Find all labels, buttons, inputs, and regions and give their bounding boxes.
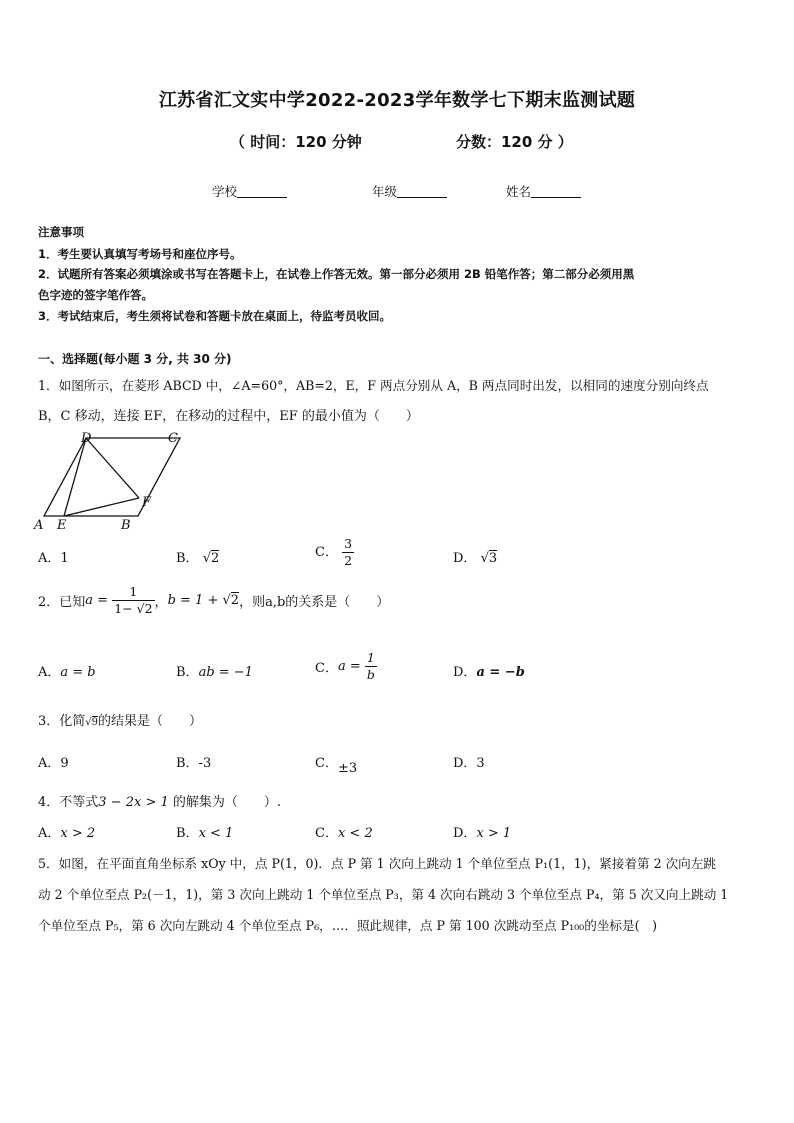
- label-A: A: [34, 518, 44, 532]
- q1-line1: 1．如图所示，在菱形 ABCD 中，∠A=60°，AB=2，E，F 两点分别从 A，B 两点同时出发，以相同的速度分别向终点: [38, 378, 709, 393]
- school-label: 学校: [212, 184, 238, 199]
- q2-prefix: 2．已知: [38, 595, 86, 610]
- name-blank: [531, 185, 581, 198]
- denominator: 2: [344, 553, 353, 568]
- label-B: B: [121, 518, 131, 532]
- q1-option-d-value: 3: [488, 551, 498, 566]
- q4-option-c: [315, 822, 373, 841]
- q3-option-a: A．9: [38, 756, 69, 771]
- option-expr: a = b: [60, 665, 96, 680]
- q2-stem: [38, 584, 389, 617]
- q1-option-c-label: C．: [315, 545, 338, 560]
- q2-option-b: [176, 661, 253, 680]
- note-item: 色字迹的签字笔作答。: [38, 288, 153, 302]
- grade-field: [372, 182, 447, 200]
- exam-score: 分数：120 分 ）: [456, 133, 573, 151]
- option-expr: x > 1: [476, 826, 512, 841]
- q2-option-c: [315, 650, 377, 683]
- exam-title: 江苏省汇文实中学2022-2023学年数学七下期末监测试题: [158, 90, 636, 111]
- exam-time: （ 时间：120 分钟: [230, 133, 362, 151]
- denominator-radicand: 2: [144, 601, 153, 616]
- note-item: 1．考生要认真填写考场号和座位序号。: [38, 247, 242, 261]
- numerator: 1: [365, 650, 377, 667]
- sqrt-symbol: √2: [222, 593, 240, 608]
- option-expr: x < 2: [337, 826, 373, 841]
- label-C: C: [168, 431, 178, 446]
- rhombus-figure: [30, 428, 190, 532]
- q4-option-b: [176, 822, 233, 841]
- q2-option-a: [38, 661, 96, 680]
- q1-option-c: [315, 536, 354, 569]
- q5-line1: 5．如图，在平面直角坐标系 xOy 中，点 P(1，0)．点 P 第 1 次向上跳动 1 个单位至点 P₁(1，1)，紧接着第 2 次向左跳: [38, 856, 716, 871]
- q2-b-expr: b = 1 +: [167, 593, 223, 608]
- q3-stem: [38, 710, 202, 729]
- q5-line3: 个单位至点 P₅，第 6 次向左跳动 4 个单位至点 P₆，…．照此规律，点 P 第 100 次跳动至点 P₁₀₀的坐标是( ): [38, 918, 658, 933]
- fraction: [342, 536, 354, 569]
- option-expr: x > 2: [60, 826, 96, 841]
- section-heading: 一、选择题(每小题 3 分, 共 30 分): [38, 352, 232, 366]
- option-label: B．: [176, 826, 199, 841]
- q2-b-radicand: 2: [230, 593, 240, 608]
- q3-prefix: 3．化简: [38, 714, 86, 729]
- q4-option-d: [453, 822, 511, 841]
- grade-blank: [397, 185, 447, 198]
- option-label: C．: [315, 661, 338, 676]
- sqrt-symbol: √3: [480, 551, 498, 566]
- q5-line2: 动 2 个单位至点 P₂(－1，1)，第 3 次向上跳动 1 个单位至点 P₃，第 4 次向右跳动 3 个单位至点 P₄，第 5 次又向上跳动 1: [38, 887, 729, 902]
- q3-suffix: 的结果是（ ）: [98, 714, 203, 729]
- label-D: D: [81, 431, 92, 446]
- q4-suffix: 的解集为（ ）.: [168, 795, 282, 810]
- q2-eq: =: [93, 593, 113, 608]
- sqrt-symbol: √9: [85, 717, 99, 728]
- q1-line2: B，C 移动，连接 EF，在移动的过程中，EF 的最小值为（ ）: [38, 409, 419, 424]
- q2-fraction: [112, 584, 154, 617]
- q2-suffix: ，则a,b的关系是（ ）: [239, 595, 390, 610]
- numerator: 1: [112, 584, 154, 601]
- option-label: A．: [38, 665, 61, 680]
- denominator: 1− √2: [114, 601, 153, 616]
- name-field: [506, 182, 581, 200]
- sqrt-symbol: √2: [202, 551, 220, 566]
- q4-expr: 3 − 2x > 1: [98, 795, 169, 810]
- numerator: 3: [344, 536, 353, 551]
- label-F: F: [142, 495, 152, 510]
- option-label: B．: [176, 665, 199, 680]
- option-expr: x < 1: [198, 826, 234, 841]
- q3-option-d: D．3: [453, 756, 485, 771]
- option-label: C．: [315, 756, 338, 771]
- notes-heading: 注意事项: [38, 225, 84, 239]
- q4-option-a: [38, 822, 95, 841]
- q1-option-b: [176, 547, 219, 566]
- q4-prefix: 4．不等式: [38, 795, 99, 810]
- q1-option-b-label: B．: [176, 551, 199, 566]
- grade-label: 年级: [372, 184, 398, 199]
- option-label: C．: [315, 826, 338, 841]
- option-expr: ab = −1: [198, 665, 253, 680]
- q4-stem: [38, 791, 281, 810]
- fraction: [365, 650, 377, 683]
- q2-comma: ，: [154, 595, 168, 610]
- school-blank: [237, 185, 287, 198]
- q2-var-a: a: [85, 593, 94, 608]
- note-item: 3．考试结束后，考生须将试卷和答题卡放在桌面上，待监考员收回。: [38, 309, 391, 323]
- option-label: A．: [38, 826, 61, 841]
- q1-option-d-label: D．: [453, 551, 477, 566]
- option-label: D．: [453, 665, 477, 680]
- name-label: 姓名: [506, 184, 532, 199]
- denominator-prefix: 1−: [114, 601, 137, 616]
- q1-option-d: [453, 547, 497, 566]
- denominator: b: [366, 667, 375, 682]
- note-item: 2．试题所有答案必须填涂或书写在答题卡上，在试卷上作答无效。第一部分必须用 2B 铅笔作答；第二部分必须用黑: [38, 267, 635, 281]
- q3-option-b: B．-3: [176, 756, 212, 771]
- option-label: D．: [453, 826, 477, 841]
- q2-option-d: [453, 661, 525, 680]
- q1-option-b-value: 2: [211, 551, 220, 566]
- option-expr: a =: [337, 659, 365, 674]
- school-field: [212, 182, 287, 200]
- q1-option-a: A．1: [38, 551, 69, 566]
- label-E: E: [57, 518, 67, 532]
- q3-option-c: [315, 752, 358, 776]
- option-expr: a = −b: [476, 665, 525, 680]
- option-value: ±3: [337, 761, 358, 776]
- q3-radicand: 9: [91, 717, 99, 728]
